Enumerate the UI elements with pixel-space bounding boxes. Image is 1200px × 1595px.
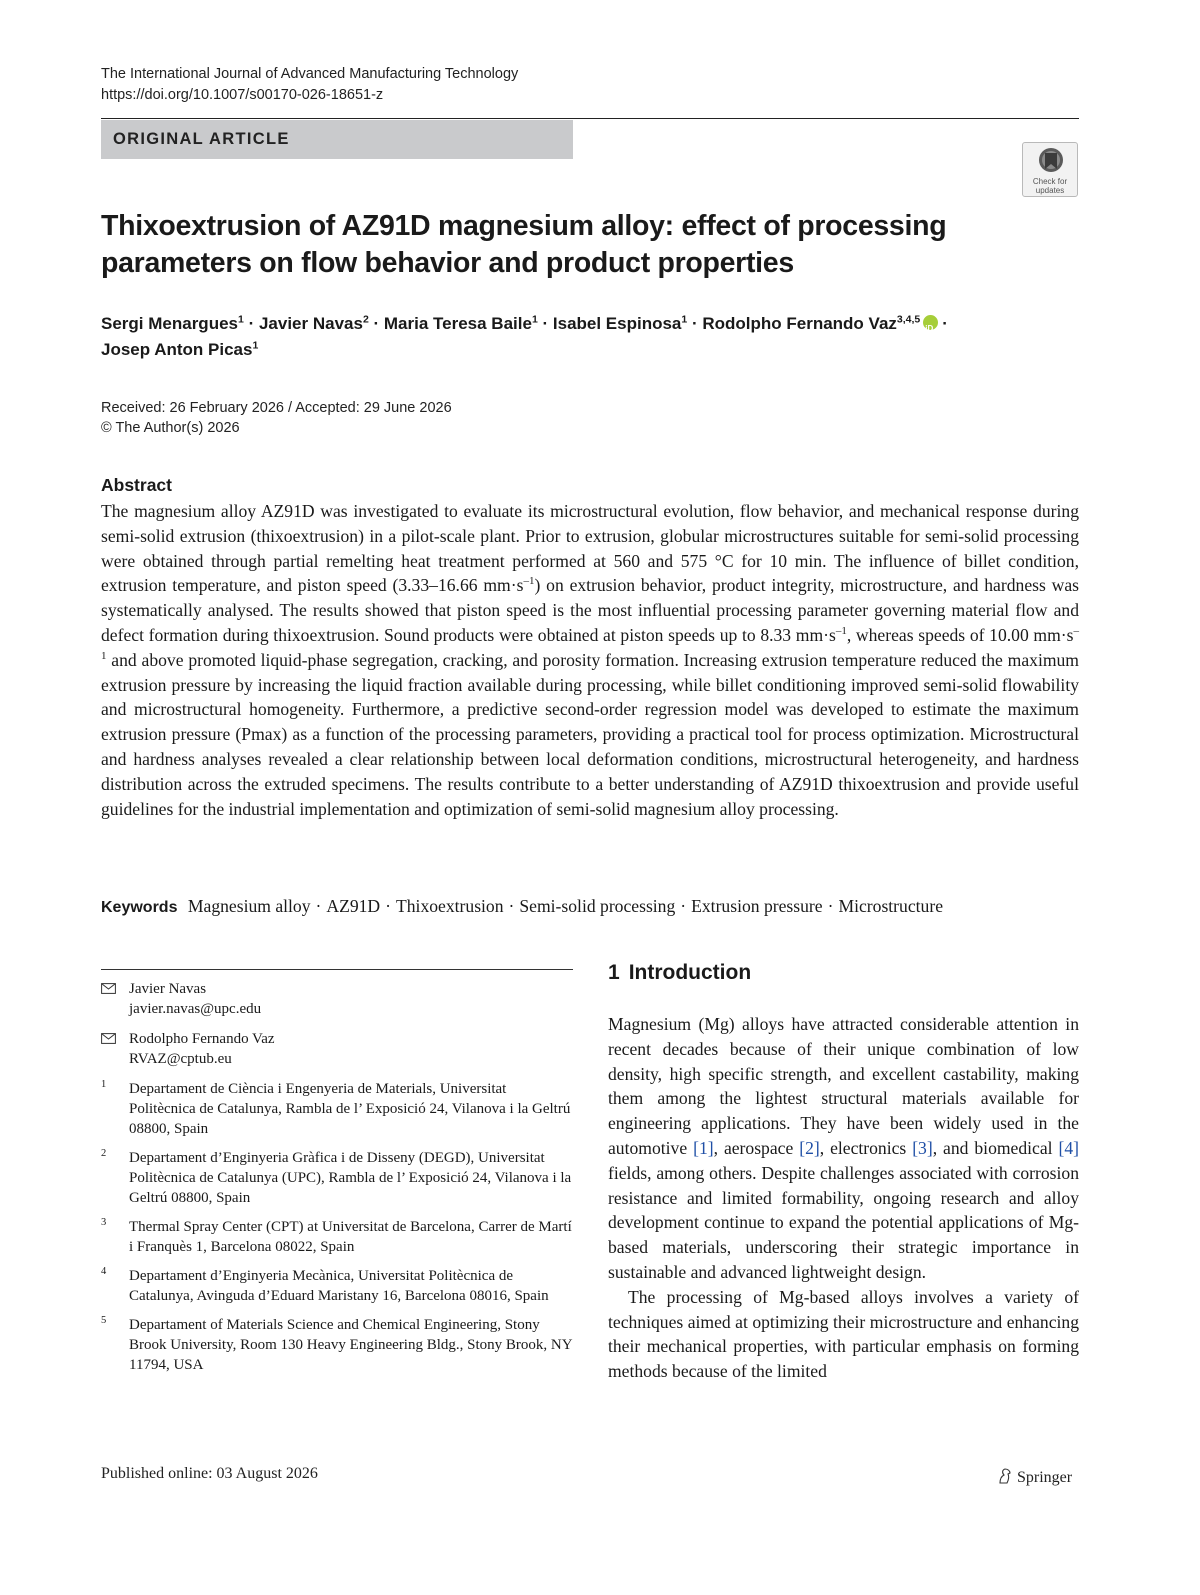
author-footnotes (101, 979, 573, 1384)
keyword: Semi-solid processing (519, 896, 676, 916)
article-dates (101, 398, 452, 438)
author-list: Sergi Menargues$^1$ · Javier Navas$^2$ · Maria Teresa Baile$^1$ · Isabel Espinosa$^1$ · Rodolpho Fernando Vaz$^{3,4,5}$iD · Josep Anton Picas$^1$ (101, 311, 1081, 363)
keyword: Magnesium alloy (187, 896, 311, 916)
affiliation (101, 1315, 573, 1375)
affiliation (101, 1217, 573, 1257)
citation-link[interactable]: [1] (693, 1137, 714, 1158)
author[interactable]: Maria Teresa Baile$^1$ (383, 313, 538, 333)
paragraph: Magnesium (Mg) alloys have attracted considerable attention in recent decades because of their unique combination of low density, high specific strength, and excellent castability, making them among the lightest structural materials available for engineering applications. They have been widely used in the automotive [1], aerospace [2], electronics [3], and biomedical [4] fields, among others. Despite challenges associated with corrosion resistance and limited formability, ongoing research and alloy development continue to expand the potential applications of Mg-based materials, underscoring their strategic importance in sustainable and advanced lightweight design. (608, 1014, 1079, 1282)
contact-name: Rodolpho Fernando Vaz (129, 1031, 275, 1047)
publisher-name: Springer (1017, 1469, 1073, 1486)
contact-email[interactable]: RVAZ@cptub.eu (129, 1051, 232, 1067)
author[interactable]: Rodolpho Fernando Vaz$^{3,4,5}$ (702, 313, 921, 333)
published-online: Published online: 03 August 2026 (101, 1465, 318, 1482)
affiliation-text: Departament d’Enginyeria Gràfica i de Disseny (DEGD), Universitat Politècnica de Catalunya (UPC), Rambla de l’ Exposició 24, Vilanova i la Geltrú 08800, Spain (129, 1150, 572, 1206)
section-title: Introduction (628, 961, 752, 984)
affiliation-text: Departament de Ciència i Engenyeria de Materials, Universitat Politècnica de Catalunya, Rambla de l’ Exposició 24, Vilanova i la Geltrú 08800, Spain (129, 1081, 571, 1137)
journal-name: The International Journal of Advanced Manufacturing Technology (101, 66, 519, 82)
citation-link[interactable]: [2] (799, 1137, 820, 1158)
author[interactable]: Javier Navas$^2$ (258, 313, 369, 333)
journal-header (101, 64, 518, 106)
affiliation-number: 5 (101, 1315, 107, 1326)
envelope-icon (101, 983, 116, 994)
keyword: Thixoextrusion (396, 896, 504, 916)
affiliation-number: 4 (101, 1266, 107, 1277)
springer-horse-icon (996, 1467, 1014, 1485)
citation-link[interactable]: [4] (1058, 1137, 1079, 1158)
contact-email[interactable]: javier.navas@upc.edu (129, 1001, 262, 1017)
introduction-body (608, 1012, 1079, 1384)
keywords: Keywords Magnesium alloy · AZ91D · Thixoextrusion · Semi-solid processing · Extrusion pressure · Microstructure (101, 896, 944, 916)
check-updates-label: Check for updates (1032, 177, 1068, 195)
received-accepted: Received: 26 February 2026 / Accepted: 29 June 2026 (101, 400, 452, 416)
author[interactable]: Isabel Espinosa$^1$ (552, 313, 688, 333)
affiliation-number: 3 (101, 1217, 107, 1228)
article-type-banner (101, 120, 573, 159)
header-rule (101, 118, 1079, 119)
envelope-icon (101, 1033, 116, 1044)
section-number: 1 (608, 961, 620, 984)
keyword: AZ91D (326, 896, 381, 916)
affiliation-text: Thermal Spray Center (CPT) at Universitat de Barcelona, Carrer de Martí i Franquès 1, Barcelona 08022, Spain (129, 1219, 572, 1255)
journal-doi[interactable]: https://doi.org/10.1007/s00170-026-18651-z (101, 87, 384, 103)
affiliation (101, 1266, 573, 1306)
introduction-heading (608, 961, 751, 985)
contact-name: Javier Navas (129, 981, 207, 997)
orcid-icon[interactable] (923, 315, 938, 330)
affiliation-number: 1 (101, 1079, 107, 1090)
footnote-rule (101, 969, 573, 970)
article-type-label: ORIGINAL ARTICLE (113, 130, 290, 148)
article-title: Thixoextrusion of AZ91D magnesium alloy: effect of processing parameters on flow behavior and product properties (101, 210, 947, 279)
check-for-updates-badge[interactable] (1022, 142, 1078, 197)
keyword: Extrusion pressure (691, 896, 823, 916)
publisher-logo (996, 1467, 1072, 1487)
contact-entry (101, 1029, 573, 1069)
author[interactable]: Sergi Menargues$^1$ (101, 313, 244, 333)
author[interactable]: Josep Anton Picas$^1$ (101, 339, 259, 359)
copyright: © The Author(s) 2026 (101, 420, 240, 436)
check-updates-icon (1038, 147, 1064, 175)
keyword: Microstructure (838, 896, 944, 916)
affiliation-text: Departament of Materials Science and Chemical Engineering, Stony Brook University, Room 130 Heavy Engineering Bldg., Stony Brook, NY 11794, USA (129, 1317, 573, 1373)
citation-link[interactable]: [3] (912, 1137, 933, 1158)
affiliation (101, 1148, 573, 1208)
paragraph: The processing of Mg-based alloys involves a variety of techniques aimed at optimizing their microstructure and enhancing their mechanical properties, with particular emphasis on forming methods because of the limited (608, 1286, 1079, 1382)
abstract-text: The magnesium alloy AZ91D was investigated to evaluate its microstructural evolution, flow behavior, and mechanical response during semi-solid extrusion (thixoextrusion) in a pilot-scale plant. Prior to extrusion, globular microstructures suitable for semi-solid processing were obtained through partial remelting heat treatment performed at 560 and 575 °C for 10 min. The influence of billet condition, extrusion temperature, and piston speed (3.33–16.66 $mm\cdot s^{-1}$) on extrusion behavior, product integrity, microstructure, and hardness was systematically analysed. The results showed that piston speed is the most influential processing parameter governing material flow and defect formation during thixoextrusion. Sound products were obtained at piston speeds up to 8.33 $mm\cdot s^{-1}$, whereas speeds of 10.00 $mm\cdot s^{-1}$ and above promoted liquid-phase segregation, cracking, and porosity formation. Increasing extrusion temperature reduced the maximum extrusion pressure by increasing the liquid fraction available during processing, while billet conditioning improved semi-solid flowability and microstructural homogeneity. Furthermore, a predictive second-order regression model was developed to estimate the maximum extrusion pressure (Pmax) as a function of the processing parameters, providing a practical tool for process optimization. Microstructural and hardness analyses revealed a clear relationship between local deformation conditions, microstructural heterogeneity, and hardness distribution across the extruded specimens. The results contribute to a better understanding of AZ91D thixoextrusion and provide useful guidelines for the industrial implementation and optimization of semi-solid magnesium alloy processing. (101, 501, 1080, 819)
affiliation (101, 1079, 573, 1139)
keywords-label: Keywords (101, 899, 178, 916)
affiliation-number: 2 (101, 1148, 107, 1159)
abstract-heading: Abstract (101, 475, 172, 495)
contact-entry (101, 979, 573, 1019)
affiliation-text: Departament d’Enginyeria Mecànica, Universitat Politècnica de Catalunya, Avinguda d’Eduard Maristany 16, Barcelona 08016, Spain (129, 1268, 549, 1304)
